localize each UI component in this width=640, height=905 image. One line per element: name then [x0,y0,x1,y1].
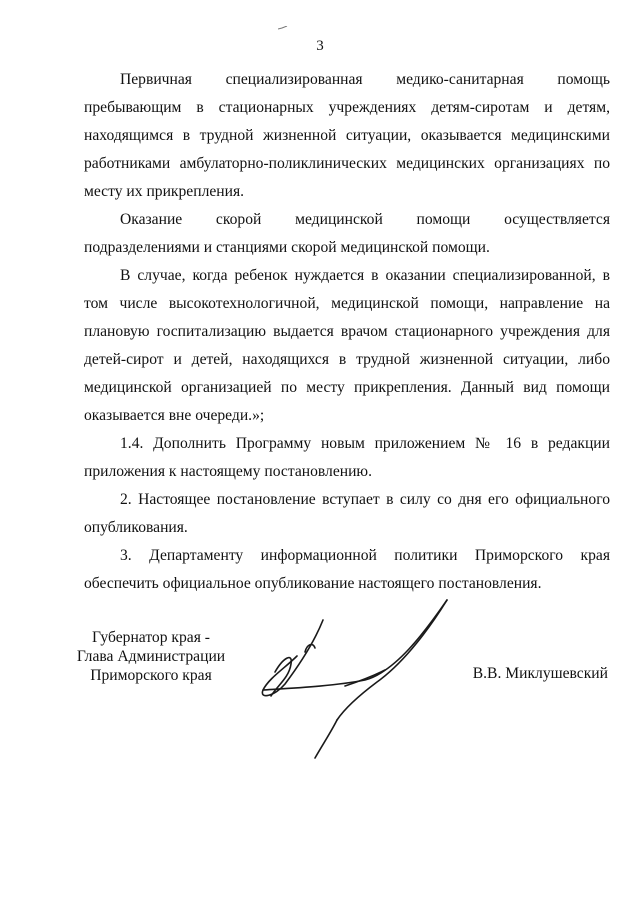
handwritten-signature [245,592,460,767]
paragraph-item-1-4: 1.4. Дополнить Программу новым приложением № 16 в редакции приложения к настоящему постановлению. [84,435,610,480]
paragraph-item-2: 2. Настоящее постановление вступает в силу со дня его официального опубликования. [84,491,610,536]
position-line-3: Приморского края [90,667,212,684]
paragraph-emergency-care: Оказание скорой медицинской помощи осуществляется подразделениями и станциями скорой медицинской помощи. [84,211,610,256]
paragraph-specialized-care: В случае, когда ребенок нуждается в оказании специализированной, в том числе высокотехнологичной, медицинской помощи, направление на плановую госпитализацию выдается врачом стационарного учреждения для детей-сирот и детей, находящихся в трудной жизненной ситуации, либо медицинской организацией по месту прикрепления. Данный вид помощи оказывается вне очереди.»; [84,267,610,424]
position-line-1: Губернатор края - [92,629,210,646]
position-line-2: Глава Администрации [76,648,226,665]
document-body [84,66,610,598]
paragraph-primary-care: Первичная специализированная медико-санитарная помощь пребывающим в стационарных учреждениях детям-сиротам и детям, находящимся в трудной жизненной ситуации, оказывается медицинскими работниками амбулаторно-поликлинических медицинских организациях по месту их прикрепления. [84,71,610,200]
page-number: 3 [316,38,324,54]
scan-mark [278,26,288,30]
paragraph-item-3: 3. Департаменту информационной политики Приморского края обеспечить официальное опубликование настоящего постановления. [84,547,610,592]
signer-name: В.В. Миклушевский [472,665,608,682]
signatory-position [76,628,226,685]
